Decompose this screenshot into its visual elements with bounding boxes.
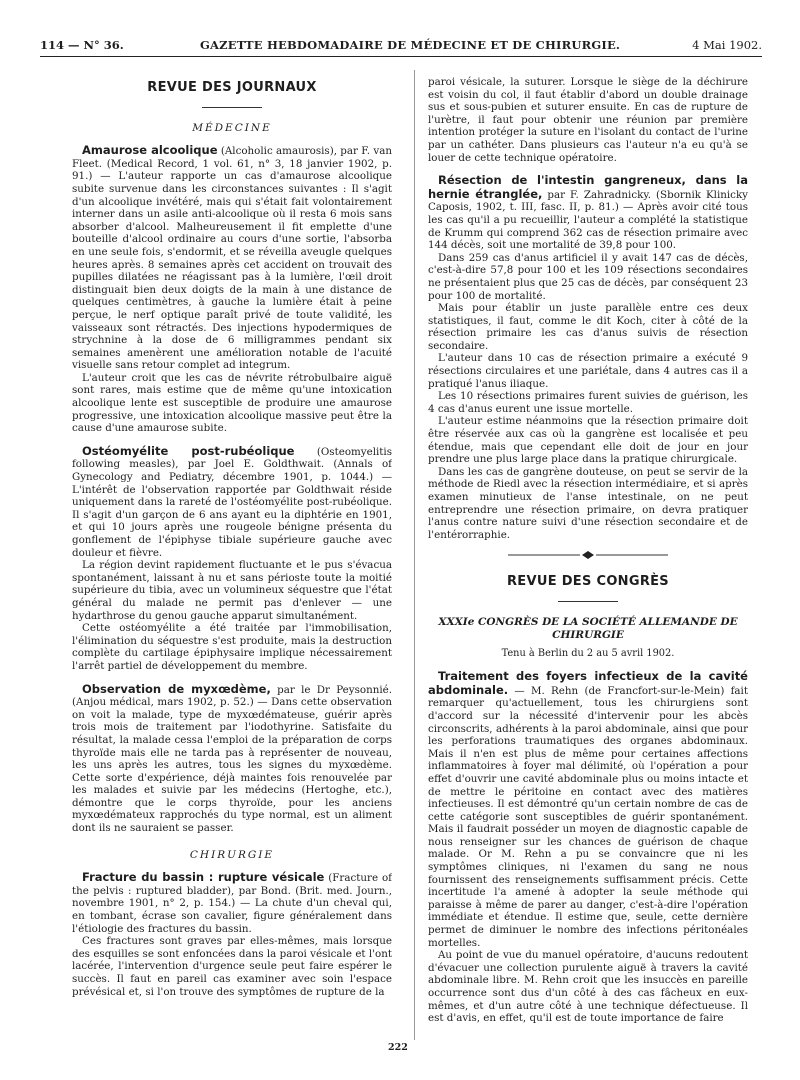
article-paragraph: Les 10 résections primaires furent suivies de guérison, les 4 cas d'anus eurent une issue mortelle.: [428, 390, 748, 415]
article-paragraph: L'auteur dans 10 cas de résection primaire a exécuté 9 résections circulaires et une pariétale, dans 4 autres cas il a pratiqué l'anus iliaque.: [428, 352, 748, 390]
article-paragraph: Dans les cas de gangrène douteuse, on peut se servir de la méthode de Riedl avec la résection intermédiaire, et si après examen minutieux de l'anse intestinale, on ne peut entreprendre une résection primaire, on devra pratiquer l'anus contre nature suivi d'une résection secondaire et de l'entérorraphie.: [428, 465, 748, 541]
article-title: Observation de myxœdème,: [82, 681, 271, 696]
page-header: [40, 34, 762, 57]
header-issue: 114 — N° 36.: [40, 38, 124, 52]
separator-diamond-icon: [508, 551, 668, 559]
article-title: Résection de l'intestin gangreneux, dans la hernie étranglée,: [428, 173, 748, 201]
article-body: par F. Zahradnicky. (Sbornik Klinicky Caposis, 1902, t. III, fasc. II, p. 81.) — Après avoir cité tous les cas qu'il a pu recueillir, l'auteur a complété la statistique de Krumm qui comprend 362 cas de résection primaire avec 144 décès, soit une mortalité de 39,8 pour 100.: [428, 188, 748, 252]
article-paragraph: Ces fractures sont graves par elles-mêmes, mais lorsque des esquilles se sont enfoncées dans la paroi vésicale et l'ont lacérée, l'intervention d'urgence seule peut faire espérer le succès. Il faut en pareil cas examiner avec soin l'espace prévésical et, si l'on trouve des symptômes de rupture de la: [72, 935, 392, 998]
article-paragraph: Cette ostéomyélite a été traitée par l'immobilisation, l'élimination du séquestre s'est produite, mais la destruction complète du cartilage épiphysaire implique nécessairement l'arrêt partiel de développement du membre.: [72, 622, 392, 672]
article-paragraph: La région devint rapidement fluctuante et le pus s'évacua spontanément, laissant à nu et sans périoste toute la moitié supérieure du tibia, avec un volumineux séquestre que l'état général du malade ne permit pas d'enlever — une hydarthrose du genou gauche apparut simultanément.: [72, 559, 392, 622]
rubric-underline: [558, 601, 618, 602]
article-title: Ostéomyélite post-rubéolique: [82, 443, 295, 458]
rubric-journals: REVUE DES JOURNAUX: [147, 80, 317, 95]
article-body: — M. Rehn (de Francfort-sur-le-Mein) fait remarquer qu'actuellement, tous les chirurgiens sont d'accord sur la nécessité d'intervenir pour les abcès circonscrits, adhérents à la paroi abdominale, ainsi que pour les perforations traumatiques des organes abdominaux. Mais il n'en est plus de même pour certaines affections inflammatoires à foyer mal délimité, où l'opération a pour effet d'ouvrir une cavité abdominale plus ou moins intacte et de mettre le péritoine en contact avec des matières infectieuses. Il est démontré qu'un certain nombre de cas de cette catégorie sont susceptibles de guérir spontanément. Mais il faudrait posséder un moyen de diagnostic capable de nous renseigner sur les chances de guérison de chaque malade. Or M. Rehn a pu se convaincre que ni les symptômes cliniques, ni l'examen du sang ne nous fournissent des renseignements suffisamment précis. Cette incertitude l'a amené à adopter la seule méthode qui paraisse à même de parer au danger, c'est-à-dire l'opération immédiate et étendue. Il estime que, seule, cette dernière permet de diminuer le nombre des infections péritonéales mortelles.: [428, 684, 748, 949]
left-column: [72, 76, 392, 1041]
congress-title: XXXIe CONGRÈS DE LA SOCIÉTÉ ALLEMANDE DE CHIRURGIE: [438, 615, 738, 641]
page-number: 222: [388, 1042, 408, 1053]
header-journal-title: GAZETTE HEBDOMADAIRE DE MÉDECINE ET DE CHIRURGIE.: [200, 38, 621, 52]
article-fracture-bassin: [72, 871, 392, 998]
article-paragraph: Au point de vue du manuel opératoire, d'aucuns redoutent d'évacuer une collection purulente aiguë à travers la cavité abdominale libre. M. Rehn croit que les insuccès en pareille occurrence sont dus d'un côté à des cas fâcheux en eux-mêmes, et d'un autre côté à une technique défectueuse. Il est d'avis, en effet, qu'il est de toute importance de faire: [428, 949, 748, 1025]
article-title: Amaurose alcoolique: [82, 143, 218, 158]
section-medecine: MÉDECINE: [192, 121, 272, 134]
congress-subtitle: Tenu à Berlin du 2 au 5 avril 1902.: [501, 647, 675, 659]
article-paragraph: Mais pour établir un juste parallèle entre ces deux statistiques, il faut, comme le dit Koch, citer à côté de la résection primaire les cas d'anus suivis de résection secondaire.: [428, 302, 748, 352]
header-date: 4 Mai 1902.: [692, 38, 762, 52]
article-body: par le Dr Peysonnié. (Anjou médical, mars 1902, p. 52.) — Dans cette observation on voit la malade, type de myxœdémateuse, guérir après trois mois de traitement par l'iodothyrine. Satisfaite du résultat, la malade cessa l'emploi de la préparation de corps thyroïde mais elle ne tarda pas à représenter de nouveau, les uns après les autres, tous les signes du myxœdème. Cette sorte d'expérience, déjà maintes fois renouvelée par les malades et suivie par les médecins (Hertoghe, etc.), démontre que le corps thyroïde, pour les anciens myxœdémateux rapprochés du type normal, est un aliment dont ils ne sauraient se passer.: [72, 683, 392, 835]
article-paragraph: L'auteur estime néanmoins que la résection primaire doit être réservée aux cas où la gangrène est localisée et peu étendue, mais que cependant elle doit de jour en jour prendre une plus large place dans la pratique chirurgicale.: [428, 415, 748, 466]
article-hernie: [428, 174, 748, 541]
article-body: (Osteomyelitis following measles), par Joel E. Goldthwait. (Annals of Gynecology and Pediatry, décembre 1901, p. 1044.) — L'intérêt de l'observation rapportée par Goldthwait réside uniquement dans la rareté de l'ostéomyélite post-rubéolique. Il s'agit d'un garçon de 6 ans ayant eu la diphtérie en 1901, et qui 10 jours après une rougeole bénigne présenta du gonflement de l'épiphyse tibiale supérieure gauche avec douleur et fièvre.: [72, 445, 392, 559]
column-divider: [414, 70, 415, 1040]
article-continuation: paroi vésicale, la suturer. Lorsque le siège de la déchirure est voisin du col, il faut établir d'abord un double drainage sus et sous-pubien et suturer ensuite. En cas de rupture de l'urètre, il faut pour obtenir une réunion par première intention protéger la suture en l'isolant du contact de l'urine par un cathéter. Dans plusieurs cas l'auteur n'a eu qu'à se louer de cette technique opératoire.: [428, 76, 748, 164]
article-paragraph: Dans 259 cas d'anus artificiel il y avait 147 cas de décès, c'est-à-dire 57,8 pour 100 et les 109 résections secondaires ne présentaient plus que 25 cas de décès, par conséquent 23 pour 100 de mortalité.: [428, 251, 748, 302]
ornament-separator: [428, 551, 748, 564]
article-amaurose: [72, 144, 392, 435]
article-paragraph: L'auteur croit que les cas de névrite rétrobulbaire aiguë sont rares, mais estime que de même qu'une intoxication alcoolique lente est susceptible de produire une amaurose progressive, une intoxication alcoolique massive peut être la cause d'une amaurose subite.: [72, 371, 392, 435]
article-foyers-infectieux: [428, 670, 748, 1025]
article-title: Fracture du bassin : rupture vésicale: [82, 870, 325, 885]
rubric-underline: [202, 107, 262, 108]
article-osteomyelite: [72, 445, 392, 673]
rubric-congres: REVUE DES CONGRÈS: [507, 573, 669, 589]
right-column: [428, 76, 748, 1041]
article-title: Traitement des foyers infectieux de la cavité abdominale.: [428, 669, 748, 697]
section-chirurgie: CHIRURGIE: [189, 848, 275, 861]
article-body: (Alcoholic amaurosis), par F. van Fleet. (Medical Record, 1 vol. 61, n° 3, 18 janvier 1902, p. 91.) — L'auteur rapporte un cas d'amaurose alcoolique subite survenue dans les circonstances suivantes : Il s'agit d'un alcoolique invétéré, mais qui s'était fait volontairement interner dans un asile anti-alcoolique où il resta 6 mois sans absorber d'alcool. Malheureusement il fit emplette d'une bouteille d'alcool ordinaire au cours d'une sortie, l'absorba en une seule fois, s'endormit, et se réveilla aveugle quelques heures après. 8 semaines après cet accident on trouvait des pupilles dilatées ne réagissant pas à la lumière, l'œil droit distinguait bien deux doigts de la main à une distance de quelques centimètres, à gauche la lumière était à peine perçue, le nerf optique paraît privé de toute validité, les vaisseaux sont rétractés. Des injections hypodermiques de strychnine à la dose de 6 milligrammes pendant six semaines amenèrent une amélioration notable de l'acuité visuelle sans retour complet ad integrum.: [72, 145, 392, 372]
article-body: (Fracture of the pelvis : ruptured bladder), par Bond. (Brit. med. Journ., novembre 1901, n° 2, p. 154.) — La chute d'un cheval qui, en tombant, écrase son cavalier, figure généralement dans l'étiologie des fractures du bassin.: [72, 872, 392, 935]
article-myxoedeme: [72, 683, 392, 835]
